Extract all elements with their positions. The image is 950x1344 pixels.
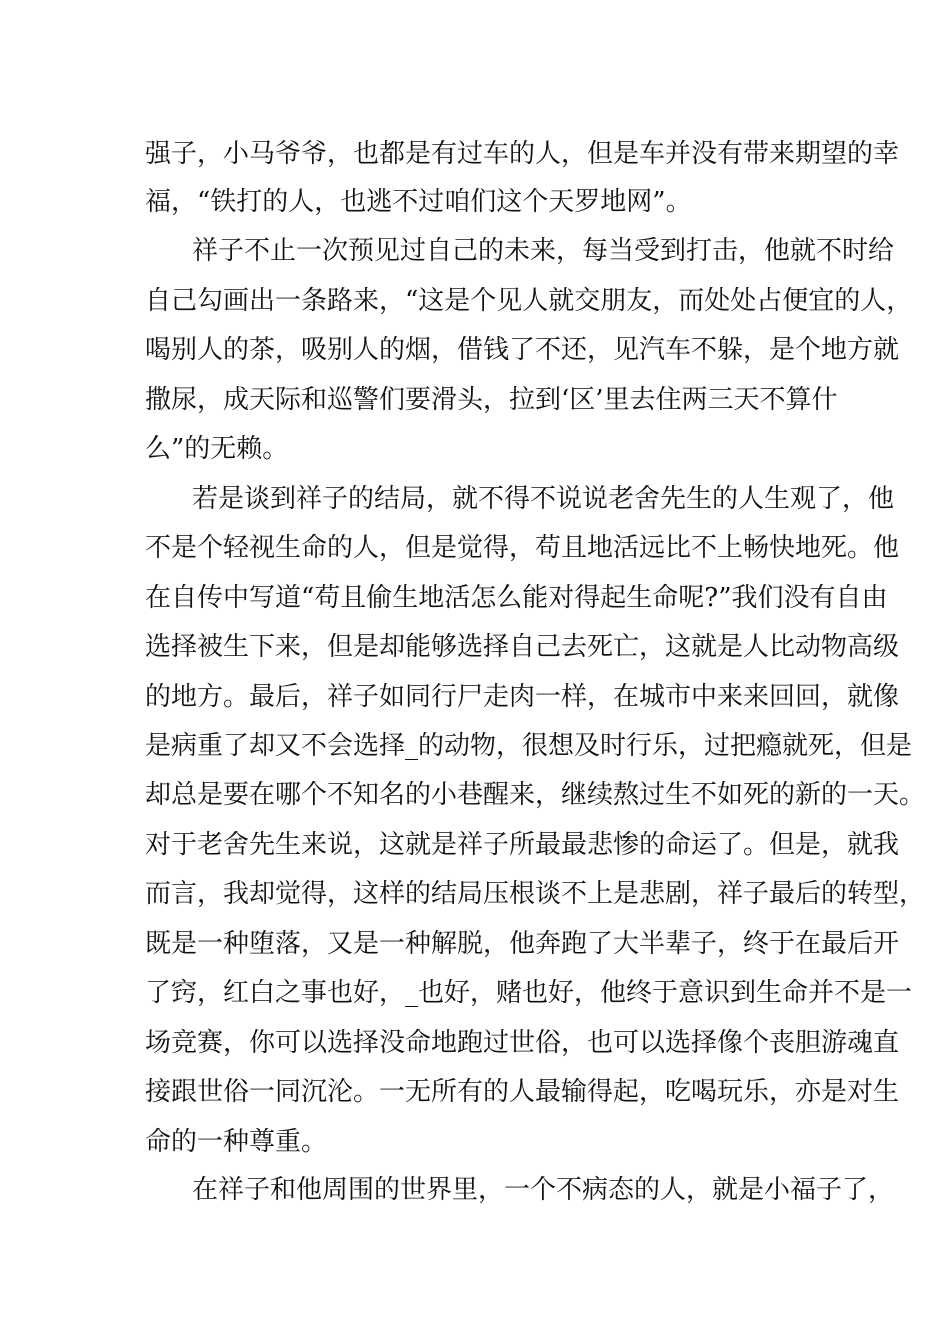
text-line: 而言，我却觉得，这样的结局压根谈不上是悲剧，祥子最后的转型， (145, 879, 926, 909)
text-line: 却总是要在哪个不知名的小巷醒来，继续熬过生不如死的新的一天。 (145, 780, 926, 810)
text-line: 福，“铁打的人，也逃不过咱们这个天罗地网”。 (145, 187, 692, 217)
paragraph-first-line: 祥子不止一次预见过自己的未来，每当受到打击，他就不时给 (192, 236, 895, 266)
text-line: 接跟世俗一同沉沦。一无所有的人最输得起，吃喝玩乐，亦是对生 (145, 1077, 900, 1107)
text-line: 了窍，红白之事也好，_也好，赌也好，他终于意识到生命并不是一 (145, 978, 913, 1008)
text-line: 的地方。最后，祥子如同行尸走肉一样，在城市中来来回回，就像 (145, 682, 900, 712)
text-line: 在自传中写道“苟且偷生地活怎么能对得起生命呢?”我们没有自由 (145, 583, 888, 613)
text-line: 不是个轻视生命的人，但是觉得，苟且地活远比不上畅快地死。他 (145, 533, 900, 563)
text-line: 对于老舍先生来说，这就是祥子所最最悲惨的命运了。但是，就我 (145, 830, 900, 860)
text-line: 撒尿，成天际和巡警们要滑头，拉到‘区’里去住两三天不算什 (145, 385, 838, 415)
text-line: 命的一种尊重。 (145, 1127, 328, 1157)
text-line: 自己勾画出一条路来，“这是个见人就交朋友，而处处占便宜的人， (145, 286, 913, 316)
paragraph-first-line: 在祥子和他周围的世界里，一个不病态的人，就是小福子了， (192, 1175, 895, 1205)
text-line: 既是一种堕落，又是一种解脱，他奔跑了大半辈子，终于在最后开 (145, 929, 900, 959)
text-line: 强子，小马爷爷，也都是有过车的人，但是车并没有带来期望的幸 (145, 139, 900, 169)
text-line: 选择被生下来，但是却能够选择自己去死亡，这就是人比动物高级 (145, 632, 900, 662)
text-line: 么”的无赖。 (145, 434, 289, 464)
paragraph-first-line: 若是谈到祥子的结局，就不得不说说老舍先生的人生观了，他 (192, 484, 895, 514)
text-line: 是病重了却又不会选择_的动物，很想及时行乐，过把瘾就死，但是 (145, 731, 913, 761)
text-line: 喝别人的茶，吸别人的烟，借钱了不还，见汽车不躲，是个地方就 (145, 335, 900, 365)
text-line: 场竞赛，你可以选择没命地跑过世俗，也可以选择像个丧胆游魂直 (145, 1028, 900, 1058)
